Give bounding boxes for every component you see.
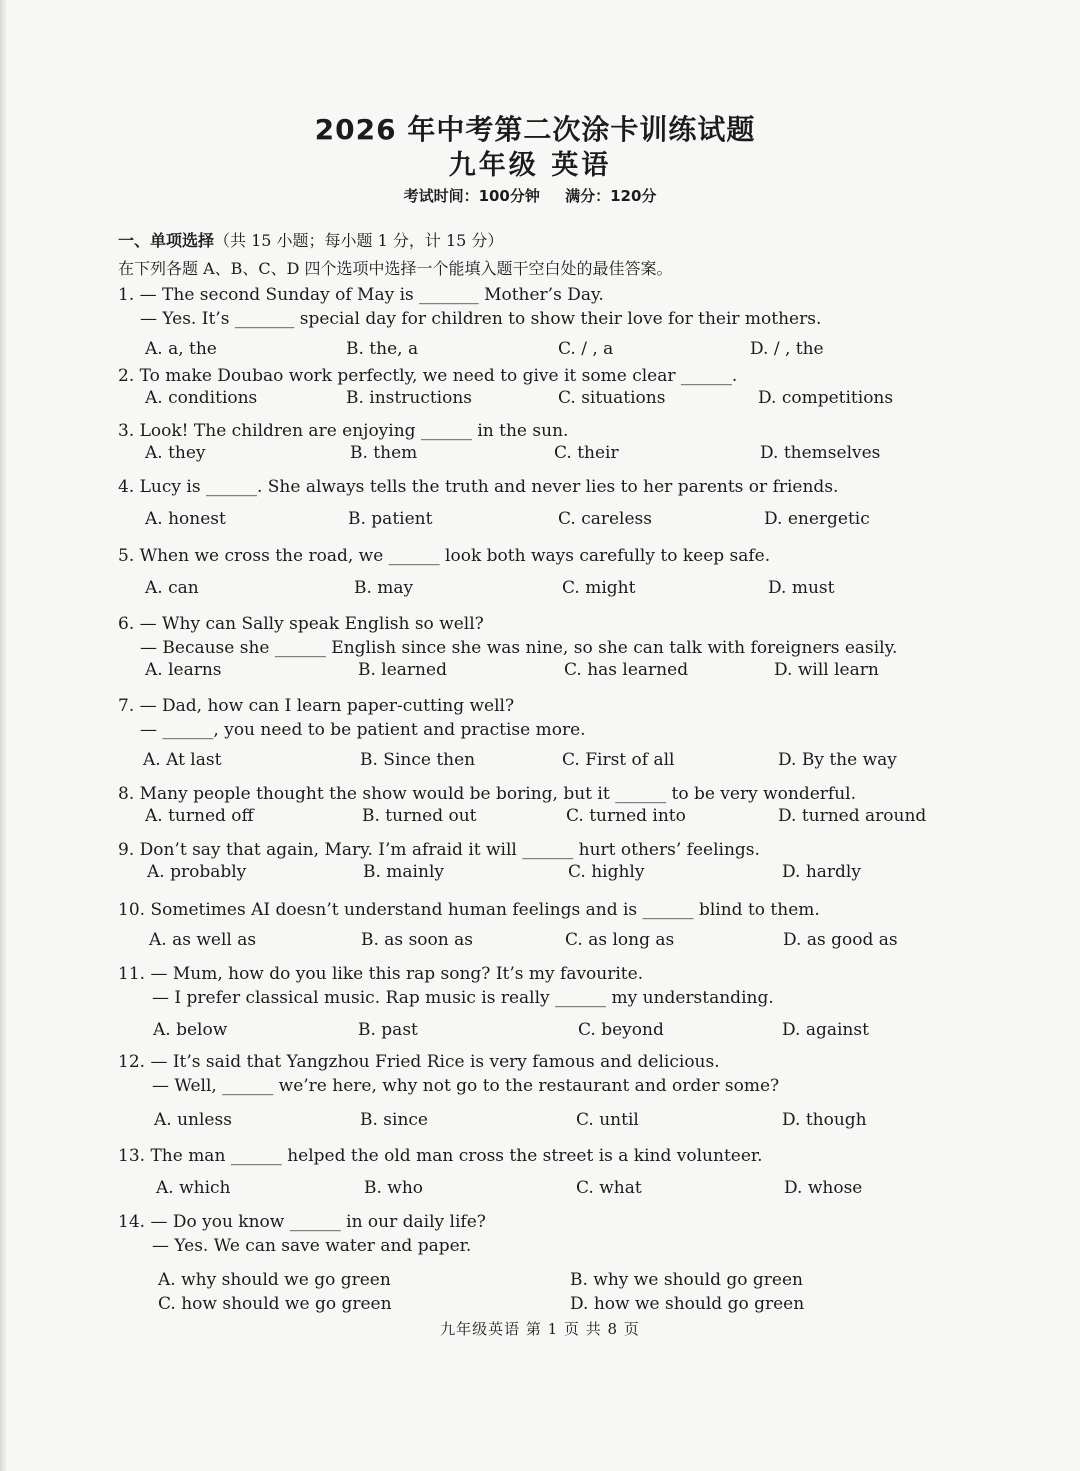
option-b[interactable]: B. who bbox=[364, 1178, 424, 1198]
option-a[interactable]: A. below bbox=[153, 1020, 228, 1040]
option-a[interactable]: A. can bbox=[145, 578, 199, 598]
options-row bbox=[118, 388, 938, 414]
option-b[interactable]: B. Since then bbox=[360, 750, 476, 770]
question-stem: 9. Don’t say that again, Mary. I’m afraid it will ______ hurt others’ feelings. bbox=[118, 840, 760, 860]
option-b[interactable]: B. learned bbox=[358, 660, 447, 680]
question-13 bbox=[118, 1144, 938, 1204]
option-c[interactable]: C. careless bbox=[558, 509, 652, 529]
option-a[interactable]: A. as well as bbox=[149, 930, 257, 950]
question-12 bbox=[118, 1050, 938, 1136]
question-10 bbox=[118, 898, 938, 956]
options-row bbox=[118, 750, 938, 776]
exam-time: 考试时间：100分钟 bbox=[403, 187, 540, 205]
option-c[interactable]: C. their bbox=[554, 443, 619, 463]
options-row bbox=[118, 578, 938, 604]
option-a[interactable]: A. probably bbox=[147, 862, 247, 882]
question-7 bbox=[118, 694, 938, 776]
option-b[interactable]: B. turned out bbox=[362, 806, 477, 826]
question-stem: 12. — It’s said that Yangzhou Fried Rice is very famous and delicious. bbox=[118, 1052, 720, 1072]
question-stem: 6. — Why can Sally speak English so well? bbox=[118, 614, 484, 634]
exam-subtitle: 九年级 英语 bbox=[448, 150, 612, 181]
question-stem: 3. Look! The children are enjoying ______ in the sun. bbox=[118, 421, 569, 441]
option-c[interactable]: C. has learned bbox=[564, 660, 689, 680]
options-row bbox=[118, 1178, 938, 1204]
exam-score: 满分：120分 bbox=[565, 187, 657, 205]
option-a[interactable]: A. At last bbox=[143, 750, 222, 770]
option-b[interactable]: B. instructions bbox=[346, 388, 473, 408]
option-a[interactable]: A. they bbox=[145, 443, 206, 463]
option-d[interactable]: D. By the way bbox=[778, 750, 897, 770]
option-c[interactable]: C. as long as bbox=[565, 930, 675, 950]
option-d[interactable]: D. must bbox=[768, 578, 835, 598]
question-stem: 8. Many people thought the show would be boring, but it ______ to be very wonderful. bbox=[118, 784, 856, 804]
options-row bbox=[118, 930, 938, 956]
question-stem-reply: — Because she ______ English since she was nine, so she can talk with foreigners easily. bbox=[140, 638, 898, 658]
question-stem-reply: — Well, ______ we’re here, why not go to the restaurant and order some? bbox=[152, 1076, 780, 1096]
options-row bbox=[118, 509, 938, 535]
question-stem-reply: — ______, you need to be patient and practise more. bbox=[140, 720, 586, 740]
option-d[interactable]: D. hardly bbox=[782, 862, 861, 882]
option-d[interactable]: D. though bbox=[782, 1110, 867, 1130]
question-2 bbox=[118, 364, 938, 414]
options-row bbox=[118, 339, 938, 365]
options-row bbox=[118, 862, 938, 888]
question-stem: 7. — Dad, how can I learn paper-cutting well? bbox=[118, 696, 515, 716]
question-14 bbox=[118, 1210, 938, 1318]
option-d[interactable]: D. turned around bbox=[778, 806, 927, 826]
option-c[interactable]: C. might bbox=[562, 578, 636, 598]
option-b[interactable]: B. the, a bbox=[346, 339, 419, 359]
section-heading bbox=[118, 228, 503, 251]
option-d[interactable]: D. themselves bbox=[760, 443, 881, 463]
question-3 bbox=[118, 419, 938, 469]
option-a[interactable]: A. unless bbox=[154, 1110, 232, 1130]
option-c[interactable]: C. until bbox=[576, 1110, 639, 1130]
option-a[interactable]: A. why should we go green bbox=[158, 1270, 391, 1290]
section-heading-note: （共 15 小题；每小题 1 分，计 15 分） bbox=[214, 231, 504, 250]
question-stem: 5. When we cross the road, we ______ look both ways carefully to keep safe. bbox=[118, 546, 771, 566]
option-b[interactable]: B. past bbox=[358, 1020, 418, 1040]
question-5 bbox=[118, 544, 938, 604]
option-c[interactable]: C. situations bbox=[558, 388, 666, 408]
option-b[interactable]: B. since bbox=[360, 1110, 428, 1130]
question-stem-reply: — Yes. We can save water and paper. bbox=[152, 1236, 472, 1256]
question-9 bbox=[118, 838, 938, 888]
option-c[interactable]: C. / , a bbox=[558, 339, 614, 359]
question-stem: 10. Sometimes AI doesn’t understand human feelings and is ______ blind to them. bbox=[118, 900, 820, 920]
option-a[interactable]: A. a, the bbox=[145, 339, 217, 359]
options-row bbox=[118, 660, 938, 686]
option-c[interactable]: C. highly bbox=[568, 862, 645, 882]
option-d[interactable]: D. / , the bbox=[750, 339, 824, 359]
option-b[interactable]: B. why we should go green bbox=[570, 1270, 804, 1290]
option-c[interactable]: C. how should we go green bbox=[158, 1294, 392, 1314]
option-b[interactable]: B. patient bbox=[348, 509, 433, 529]
options-row bbox=[118, 806, 938, 832]
option-b[interactable]: B. them bbox=[350, 443, 418, 463]
option-d[interactable]: D. competitions bbox=[758, 388, 894, 408]
question-stem-reply: — Yes. It’s _______ special day for children to show their love for their mothers. bbox=[140, 309, 822, 329]
exam-title: 2026 年中考第二次涂卡训练试题 bbox=[314, 113, 756, 146]
question-stem-reply: — I prefer classical music. Rap music is really ______ my understanding. bbox=[152, 988, 774, 1008]
option-a[interactable]: A. turned off bbox=[145, 806, 254, 826]
question-4 bbox=[118, 475, 938, 535]
option-b[interactable]: B. as soon as bbox=[361, 930, 473, 950]
option-b[interactable]: B. may bbox=[354, 578, 414, 598]
option-d[interactable]: D. energetic bbox=[764, 509, 870, 529]
question-6 bbox=[118, 612, 938, 686]
scan-edge-shadow bbox=[0, 0, 6, 1471]
question-11 bbox=[118, 962, 938, 1046]
question-stem: 11. — Mum, how do you like this rap song? It’s my favourite. bbox=[118, 964, 644, 984]
page-footer: 九年级英语 第 1 页 共 8 页 bbox=[440, 1320, 640, 1338]
option-a[interactable]: A. honest bbox=[145, 509, 226, 529]
option-d[interactable]: D. as good as bbox=[783, 930, 898, 950]
question-stem: 1. — The second Sunday of May is _______ Mother’s Day. bbox=[118, 285, 604, 305]
option-d[interactable]: D. against bbox=[782, 1020, 869, 1040]
question-8 bbox=[118, 782, 938, 832]
option-c[interactable]: C. beyond bbox=[578, 1020, 664, 1040]
options-row bbox=[118, 1110, 938, 1136]
option-a[interactable]: A. learns bbox=[145, 660, 222, 680]
options-row-1 bbox=[118, 1270, 938, 1294]
question-stem: 2. To make Doubao work perfectly, we need to give it some clear ______. bbox=[118, 366, 738, 386]
question-stem: 14. — Do you know ______ in our daily life? bbox=[118, 1212, 486, 1232]
option-d[interactable]: D. how we should go green bbox=[570, 1294, 805, 1314]
option-b[interactable]: B. mainly bbox=[363, 862, 444, 882]
options-row-2 bbox=[118, 1294, 938, 1318]
exam-meta bbox=[0, 184, 1080, 208]
question-1 bbox=[118, 283, 938, 365]
option-c[interactable]: C. turned into bbox=[566, 806, 686, 826]
option-d[interactable]: D. will learn bbox=[774, 660, 879, 680]
option-c[interactable]: C. what bbox=[576, 1178, 642, 1198]
question-stem: 13. The man ______ helped the old man cross the street is a kind volunteer. bbox=[118, 1146, 763, 1166]
title-block bbox=[0, 112, 1080, 208]
option-d[interactable]: D. whose bbox=[784, 1178, 863, 1198]
option-a[interactable]: A. conditions bbox=[145, 388, 258, 408]
option-c[interactable]: C. First of all bbox=[562, 750, 675, 770]
options-row bbox=[118, 1020, 938, 1046]
section-heading-title: 一、单项选择 bbox=[118, 231, 215, 250]
section-instruction: 在下列各题 A、B、C、D 四个选项中选择一个能填入题干空白处的最佳答案。 bbox=[118, 259, 673, 278]
options-row bbox=[118, 443, 938, 469]
question-stem: 4. Lucy is ______. She always tells the truth and never lies to her parents or friends. bbox=[118, 477, 839, 497]
option-a[interactable]: A. which bbox=[156, 1178, 231, 1198]
